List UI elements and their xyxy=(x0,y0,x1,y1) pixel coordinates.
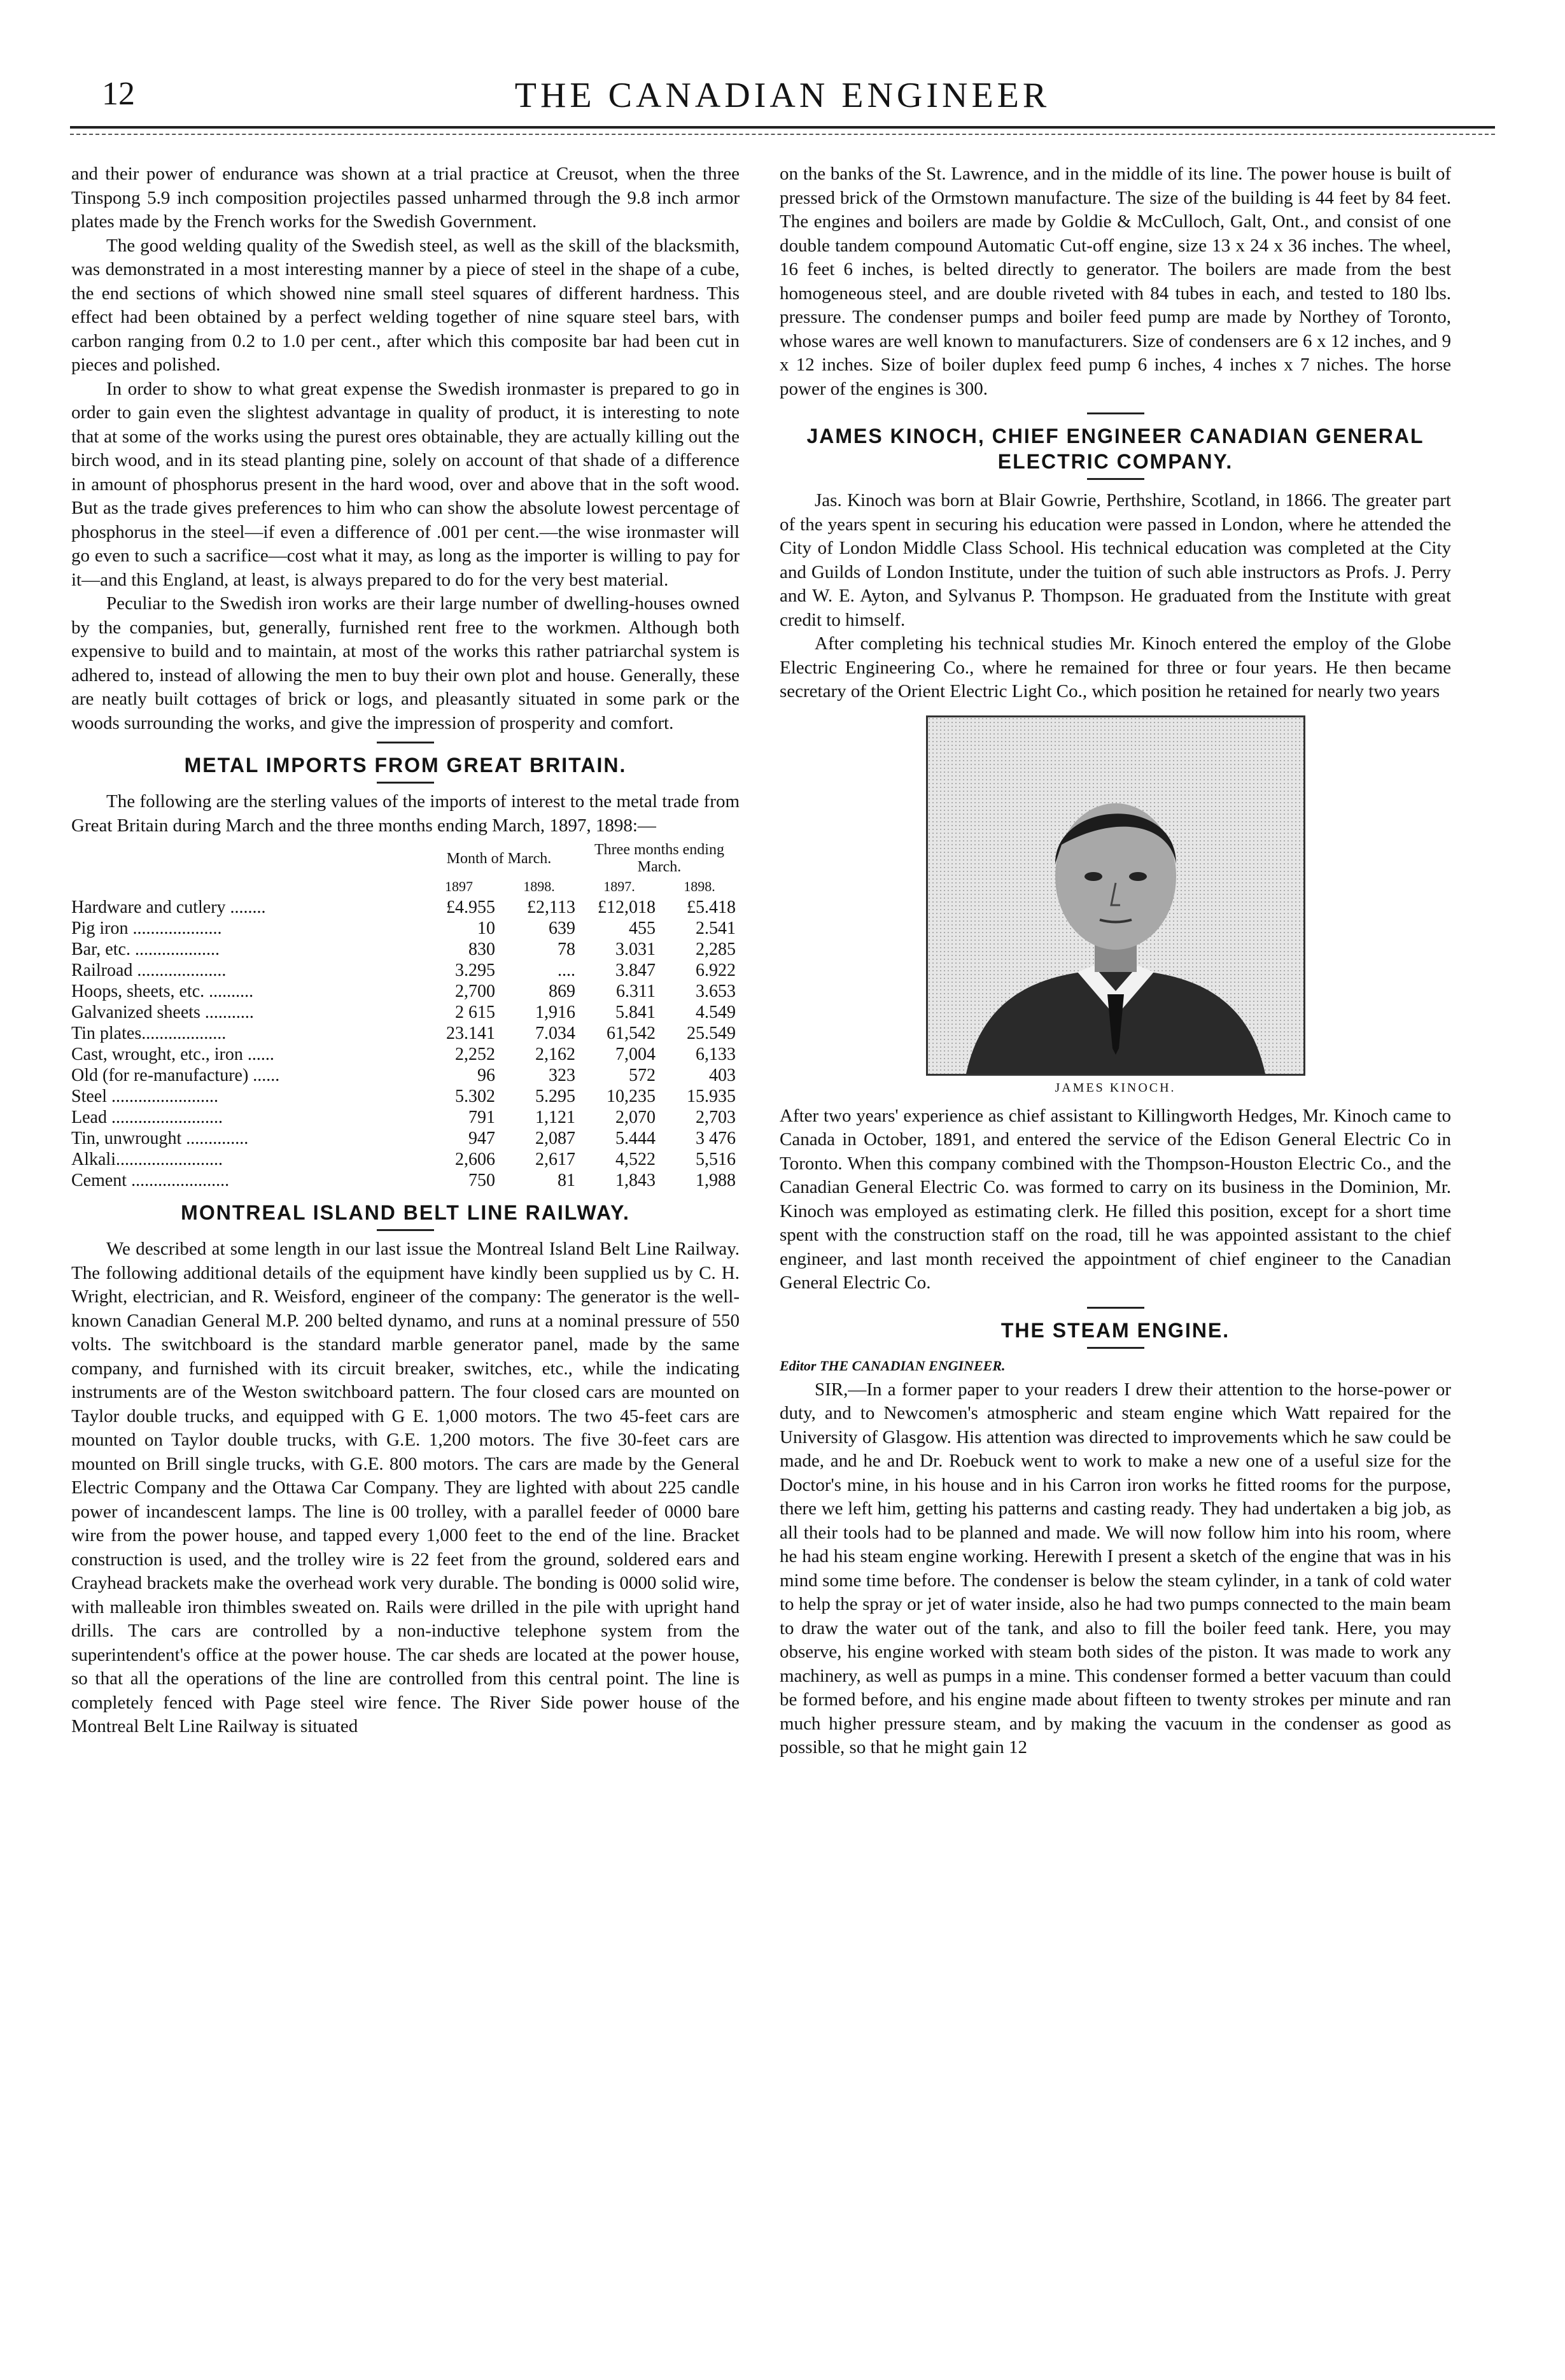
table-cell: 5.302 xyxy=(455,1086,495,1106)
paragraph: on the banks of the St. Lawrence, and in the middle of its line. The power house is built of pressed brick of the Ormstown manufacture. The size of the building is 44 feet by 84 feet. The engines and boilers are made by Goldie & McCulloch, Galt, Ont., and consist of one double tandem compound Automatic Cut-off engine, size 13 x 24 x 36 inches. The wheel, 16 feet 6 inches, is belted directly to generator. The boilers are made from the best homogeneous steel, and are double riveted with 84 tubes in each, and tested to 180 lbs. pressure. The condenser pumps and boiler feed pump are made by Northey of Toronto, whose wares are well known to manufacturers. Size of condensers are 6 x 12 inches, and 9 x 12 inches. Size of boiler duplex feed pump 6 inches, 4 inches x 7 niches. The horse power of the engines is 300. xyxy=(780,164,1451,399)
paragraph: The good welding quality of the Swedish steel, as well as the skill of the blacksmith, was demonstrated in a most interesting manner by a piece of steel in the shape of a cube, the end sections of which showed nine small steel squares of different hardness. This effect had been obtained by a perfect welding together of nine square steel bars, with carbon ranging from 0.2 to 1.0 per cent., after which this composite bar had been cut in pieces and polished. xyxy=(71,235,740,375)
table-cell: 455 xyxy=(629,918,656,938)
table-cell: 3.847 xyxy=(615,960,656,980)
table-row xyxy=(71,1086,740,1107)
table-row-label: Cement ...................... xyxy=(71,1170,230,1190)
table-row xyxy=(71,960,740,981)
table-cell: 830 xyxy=(468,939,495,959)
table-cell: 3.295 xyxy=(455,960,495,980)
table-cell: 2,606 xyxy=(455,1149,495,1169)
table-cell: 5.295 xyxy=(535,1086,575,1106)
section-heading: JAMES KINOCH, CHIEF ENGINEER CANADIAN GENERAL ELECTRIC COMPANY. xyxy=(806,425,1424,473)
table-row-label: Tin, unwrought .............. xyxy=(71,1128,249,1148)
table-row xyxy=(71,981,740,1002)
table-cell: 869 xyxy=(549,981,575,1001)
section-divider xyxy=(377,742,434,743)
table-row-label: Lead ......................... xyxy=(71,1107,223,1127)
table-cell: 1,916 xyxy=(535,1002,575,1022)
section-divider xyxy=(377,1229,434,1231)
table-year-header: 1898. xyxy=(684,878,715,894)
table-cell: 2.541 xyxy=(696,918,736,938)
paragraph: The following are the sterling values of the imports of interest to the metal trade from Great Britain during March and the three months ending March, 1897, 1898:— xyxy=(71,791,740,836)
table-row xyxy=(71,1107,740,1128)
table-row xyxy=(71,1128,740,1149)
table-cell: 2,087 xyxy=(535,1128,575,1148)
header-rule-dashed xyxy=(70,134,1495,135)
table-year-header: 1897. xyxy=(603,878,635,894)
table-cell: 2,700 xyxy=(455,981,495,1001)
paragraph: After completing his technical studies Mr. Kinoch entered the employ of the Globe Electric Engineering Co., where he remained for three or four years. He then became secretary of the Orient Electric Light Co., which position he retained for nearly two years xyxy=(780,633,1451,701)
paragraph: In order to show to what great expense the Swedish ironmaster is prepared to go in order to gain even the slightest advantage in quality of product, it is interesting to note that at some of the works using the purest ores obtainable, they are actually killing out the birch wood, and in its stead planting pine, solely on account of that shade of a difference in amount of phosphorus present in the hard wood, over and above that in the soft wood. But as the trade gives preferences to him who can show the absolute lowest percentage of phosphorus in the steel—if even a difference of .001 per cent.—the wise ironmaster will go even to such a sacrifice—cost what it may, as long as the importer is willing to pay for it—and this England, at least, is always prepared to do for the very best material. xyxy=(71,378,740,590)
paragraph: We described at some length in our last issue the Montreal Island Belt Line Railway. The following additional details of the equipment have kindly been supplied us by C. H. Wright, electrician, and R. Weisford, engineer of the company: The generator is the well-known Canadian General M.P. 200 belted dynamo, and runs at a nominal pressure of 550 volts. The switchboard is the standard marble generator panel, made by the same company, and furnished with its circuit breaker, switches, etc., while the indicating instruments are of the Weston switchboard pattern. The four closed cars are mounted on Taylor double trucks, and equipped with G E. 1,000 motors. The two 45-feet cars are mounted on Taylor double trucks, with G.E. 1,200 motors. The five 30-feet cars are mounted on Brill single trucks, with G.E. 800 motors. The cars are made by the General Electric Company and the Ottawa Car Company. They are lighted with about 225 candle power of incandescent lamps. The line is 00 trolley, with a parallel feeder of 0000 bare wire from the power house, and tapped every 1,000 feet to the end of the line. Bracket construction is used, and the trolley wire is 22 feet from the ground, soldered ears and Crayhead brackets make the overhead work very durable. The bonding is 0000 solid wire, with malleable iron thimbles sweated on. Rails were drilled in the pile with upright hand drills. The cars are controlled by a non-inductive telephone system from the superintendent's office at the power house. The car sheds are located at the power house, so that all the operations of the line are controlled from this central point. The line is completely fenced with Page steel wire fence. The River Side power house of the Montreal Belt Line Railway is situated xyxy=(71,1239,740,1736)
table-cell: £4.955 xyxy=(446,897,495,917)
table-cell: 572 xyxy=(629,1065,656,1085)
page-number: 12 xyxy=(102,76,135,112)
table-cell: 2 615 xyxy=(455,1002,495,1022)
table-cell: 2,070 xyxy=(615,1107,656,1127)
table-cell: 4,522 xyxy=(615,1149,656,1169)
table-row-label: Steel ........................ xyxy=(71,1086,218,1106)
table-cell: 6,133 xyxy=(696,1044,736,1064)
table-cell: .... xyxy=(558,960,575,980)
section-heading: MONTREAL ISLAND BELT LINE RAILWAY. xyxy=(181,1201,630,1224)
section-divider xyxy=(1087,1307,1144,1309)
table-row-label: Galvanized sheets ........... xyxy=(71,1002,254,1022)
table-cell: 791 xyxy=(468,1107,495,1127)
table-cell: 5,516 xyxy=(696,1149,736,1169)
running-head: THE CANADIAN ENGINEER xyxy=(514,76,1051,115)
table-cell: 15.935 xyxy=(687,1086,736,1106)
table-row-label: Tin plates................... xyxy=(71,1023,227,1043)
table-cell: £12,018 xyxy=(598,897,656,917)
table-row xyxy=(71,1044,740,1065)
table-group-header: Month of March. xyxy=(446,850,552,867)
section-divider xyxy=(377,782,434,784)
editor-line: Editor THE CANADIAN ENGINEER. xyxy=(780,1357,1006,1374)
table-row xyxy=(71,939,740,960)
table-row xyxy=(71,918,740,939)
section-divider xyxy=(1087,412,1144,414)
table-cell: 2,703 xyxy=(696,1107,736,1127)
table-cell: 2,617 xyxy=(535,1149,575,1169)
table-cell: 3.031 xyxy=(615,939,656,959)
table-cell: 750 xyxy=(468,1170,495,1190)
left-column xyxy=(71,162,740,1739)
table-row xyxy=(71,1023,740,1044)
table-row-label: Hoops, sheets, etc. .......... xyxy=(71,981,254,1001)
table-cell: 81 xyxy=(558,1170,575,1190)
table-cell: 96 xyxy=(477,1065,495,1085)
table-cell: 639 xyxy=(549,918,575,938)
table-row xyxy=(71,897,740,918)
table-cell: 61,542 xyxy=(607,1023,656,1043)
paragraph: SIR,—In a former paper to your readers I drew their attention to the horse-power or duty, and to Newcomen's atmospheric and steam engine which Watt repaired for the University of Glasgow. His attention was directed to improvements which he saw could be made, and he and Dr. Roebuck went to work to make a new one of a useful size for the Doctor's mine, in his house and in his Carron iron works he fitted rooms for the purpose, there we left him, getting his patterns and casting ready. They had undertaken a big job, as all their tools had to be planned and made. We will now follow him into his room, where he had his steam engine working. Herewith I present a sketch of the engine that was in his mind some time before. The condenser is below the steam cylinder, in a tank of cold water to help the spray or jet of water inside, also he had two pumps connected to the main beam to draw the water out of the tank, and also to fill the boiler feed tank. Here, you may observe, his engine worked with steam both sides of the piston. It was made to work any machinery, as well as pumps in a mine. This condenser formed a better vacuum than could be formed before, and his engine made about fifteen to twenty strokes per minute and ran much higher pressure steam, and by making the vacuum in the condenser as good as possible, so that he might gain 12 xyxy=(780,1379,1451,1757)
table-cell: 3 476 xyxy=(696,1128,736,1148)
photo-caption: JAMES KINOCH. xyxy=(1055,1080,1176,1095)
section-heading: METAL IMPORTS FROM GREAT BRITAIN. xyxy=(184,754,627,777)
table-cell: 323 xyxy=(549,1065,575,1085)
table-row xyxy=(71,1149,740,1170)
table-cell: 10,235 xyxy=(607,1086,656,1106)
table-cell: 6.922 xyxy=(696,960,736,980)
table-cell: 5.841 xyxy=(615,1002,656,1022)
table-cell: 3.653 xyxy=(696,981,736,1001)
table-cell: 1,121 xyxy=(535,1107,575,1127)
table-row-label: Railroad .................... xyxy=(71,960,227,980)
table-cell: 7.034 xyxy=(535,1023,575,1043)
section-divider xyxy=(1087,478,1144,480)
right-column xyxy=(780,162,1451,1760)
table-row-label: Hardware and cutlery ........ xyxy=(71,897,266,917)
table-cell: 23.141 xyxy=(446,1023,495,1043)
portrait-photo xyxy=(926,715,1305,1076)
table-cell: 2,252 xyxy=(455,1044,495,1064)
table-cell: £2,113 xyxy=(527,897,575,917)
paragraph: and their power of endurance was shown at a trial practice at Creusot, when the three Tinspong 5.9 inch composition projectiles passed unharmed through the 9.8 inch armor plates made by the French works for the Swedish Government. xyxy=(71,164,740,232)
table-row xyxy=(71,1002,740,1023)
table-cell: 2,285 xyxy=(696,939,736,959)
paragraph: Jas. Kinoch was born at Blair Gowrie, Perthshire, Scotland, in 1866. The greater part of the years spent in securing his education were passed in London, where he attended the City of London Middle Class School. His technical education was completed at the City and Guilds of London Institute, under the tuition of such able instructors as Profs. J. Perry and W. E. Ayton, and Sylvanus P. Thompson. He graduated from the Institute with great credit to himself. xyxy=(780,490,1451,630)
table-cell: 2,162 xyxy=(535,1044,575,1064)
imports-table xyxy=(71,841,740,1191)
table-cell: 7,004 xyxy=(615,1044,656,1064)
table-row-label: Alkali........................ xyxy=(71,1149,223,1169)
table-year-header: 1897 xyxy=(445,878,473,894)
table-row-label: Old (for re-manufacture) ...... xyxy=(71,1065,280,1085)
portrait-illustration xyxy=(928,717,1303,1074)
table-row-label: Bar, etc. ................... xyxy=(71,939,220,959)
table-row xyxy=(71,1065,740,1086)
table-group-header: Three months ending March. xyxy=(594,841,724,875)
table-row-label: Pig iron .................... xyxy=(71,918,222,938)
section-divider xyxy=(1087,1347,1144,1349)
table-row-label: Cast, wrought, etc., iron ...... xyxy=(71,1044,274,1064)
table-cell: 10 xyxy=(477,918,495,938)
table-year-header: 1898. xyxy=(523,878,555,894)
header-rule xyxy=(70,126,1495,129)
table-cell: 1,988 xyxy=(696,1170,736,1190)
table-cell: 78 xyxy=(558,939,575,959)
table-cell: 947 xyxy=(468,1128,495,1148)
paragraph: After two years' experience as chief assistant to Killingworth Hedges, Mr. Kinoch came to Canada in October, 1891, and entered the service of the Edison General Electric Co in Toronto. When this company combined with the Thompson-Houston Electric Co., and the Canadian General Electric Co. was formed to carry on its business in the Dominion, Mr. Kinoch was employed as estimating clerk. He filled this position, except for a short time spent with the construction staff on the road, till he was appointed assistant to the chief engineer, and last month received the appointment of chief engineer to the Canadian General Electric Co. xyxy=(780,1105,1451,1293)
table-cell: 6.311 xyxy=(616,981,656,1001)
table-cell: £5.418 xyxy=(687,897,736,917)
table-row xyxy=(71,1170,740,1191)
table-cell: 4.549 xyxy=(696,1002,736,1022)
table-cell: 403 xyxy=(709,1065,736,1085)
table-cell: 5.444 xyxy=(615,1128,656,1148)
section-heading: THE STEAM ENGINE. xyxy=(1000,1318,1230,1342)
table-cell: 25.549 xyxy=(687,1023,736,1043)
paragraph: Peculiar to the Swedish iron works are their large number of dwelling-houses owned by the companies, but, generally, furnished rent free to the workmen. Although both expensive to build and to maintain, at most of the works this rather patriarchal system is adhered to, instead of allowing the men to buy their own plot and house. Generally, these are neatly built cottages of brick or logs, and pleasantly situated in some park or the woods surrounding the works, and give the impression of prosperity and comfort. xyxy=(71,593,740,733)
table-cell: 1,843 xyxy=(615,1170,656,1190)
